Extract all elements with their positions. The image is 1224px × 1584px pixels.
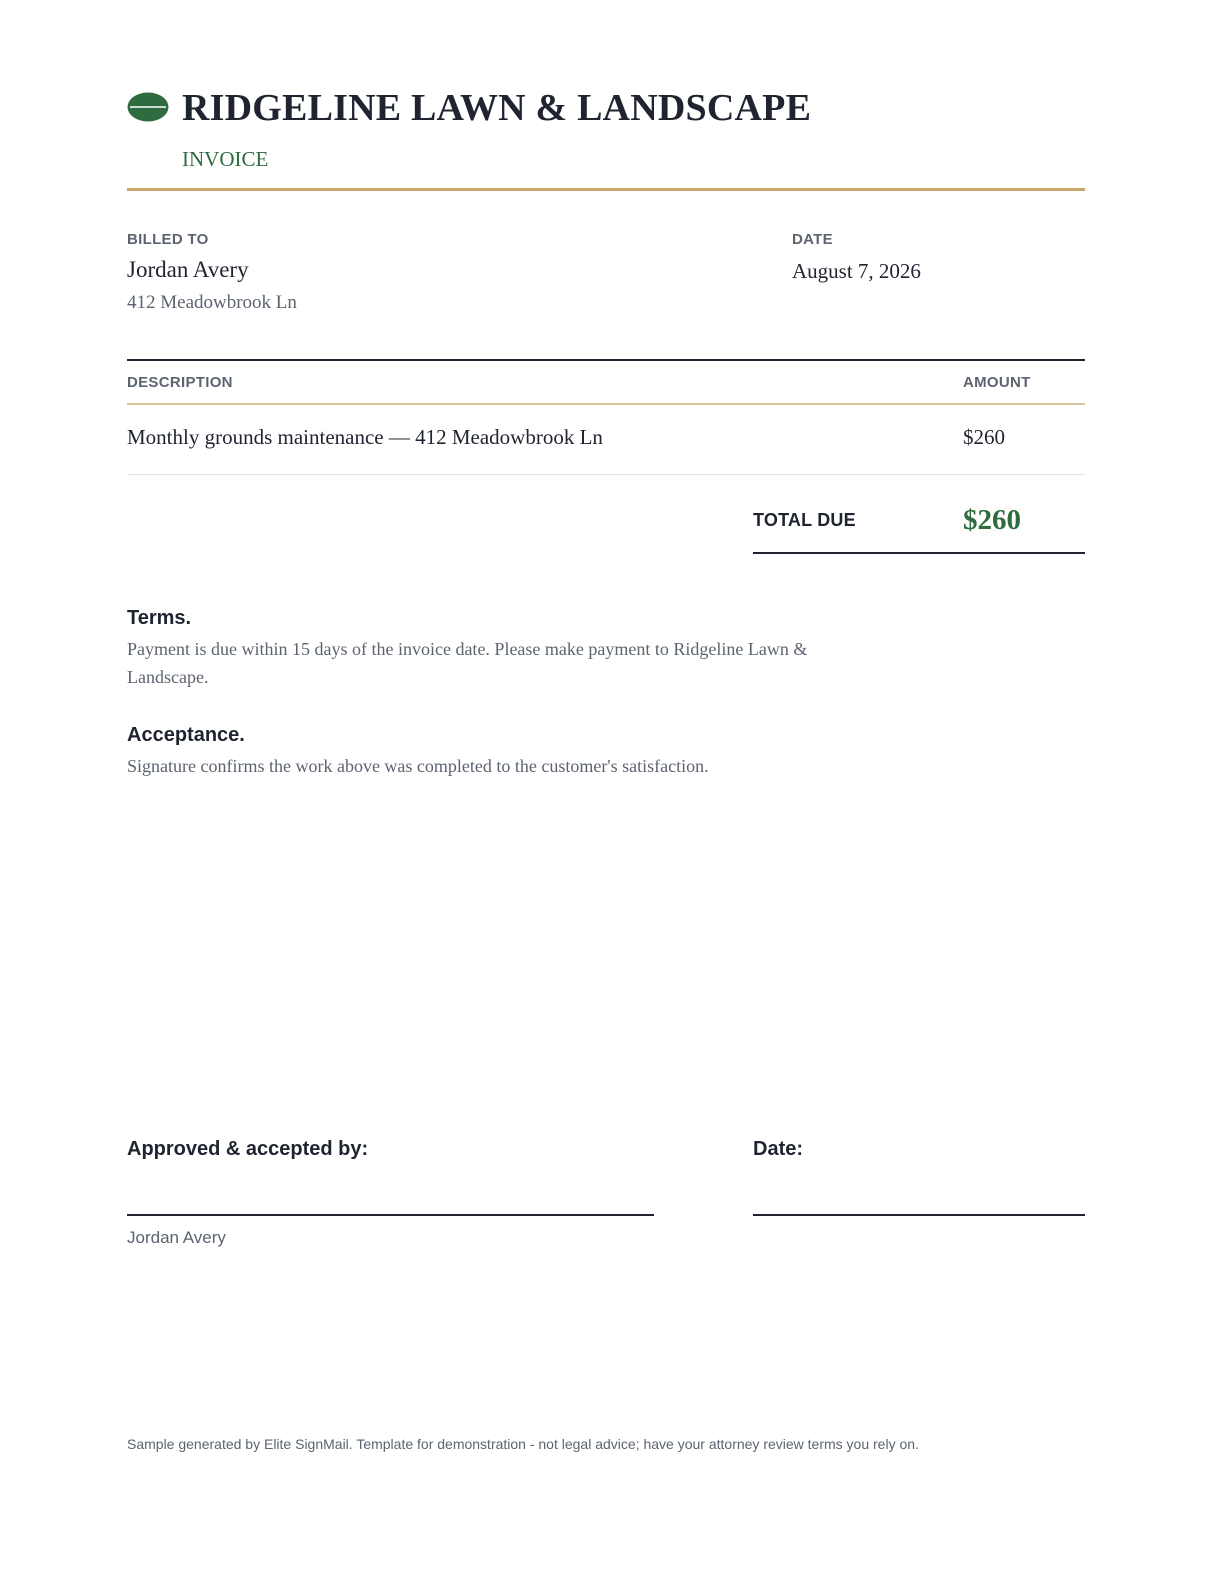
billed-to-label: BILLED TO <box>127 231 209 248</box>
line-item-amount: $260 <box>963 425 1005 449</box>
footer-disclaimer: Sample generated by Elite SignMail. Template for demonstration - not legal advice; have your attorney review terms you rely on. <box>127 1436 919 1452</box>
leaf-icon <box>127 92 169 122</box>
signer-name: Jordan Avery <box>127 1228 226 1247</box>
acceptance-body: Signature confirms the work above was completed to the customer's satisfaction. <box>127 756 709 776</box>
line-item-divider <box>127 474 1085 475</box>
invoice-header <box>127 88 1085 192</box>
total-due-amount: $260 <box>963 504 1021 536</box>
amount-column-header: AMOUNT <box>963 374 1031 391</box>
terms-heading: Terms. <box>127 607 192 629</box>
customer-address: 412 Meadowbrook Ln <box>127 292 297 313</box>
description-column-header: DESCRIPTION <box>127 374 233 391</box>
line-item-description: Monthly grounds maintenance — 412 Meadowbrook Ln <box>127 425 603 449</box>
terms-body: Payment is due within 15 days of the invoice date. Please make payment to Ridgeline Lawn & Landscape. <box>127 639 808 687</box>
signature-date-label: Date: <box>753 1138 804 1160</box>
company-name: RIDGELINE LAWN & LANDSCAPE <box>182 87 812 129</box>
approved-by-label: Approved & accepted by: <box>127 1138 369 1160</box>
invoice-page <box>127 0 1085 1584</box>
table-header-divider <box>127 403 1085 405</box>
invoice-date: August 7, 2026 <box>792 259 921 283</box>
header-divider <box>127 188 1085 191</box>
signature-line[interactable] <box>127 1214 654 1216</box>
acceptance-heading: Acceptance. <box>127 724 245 746</box>
table-top-divider <box>127 359 1085 361</box>
total-divider <box>753 552 1085 554</box>
signature-date-line[interactable] <box>753 1214 1085 1216</box>
customer-name: Jordan Avery <box>127 257 249 282</box>
total-due-label: TOTAL DUE <box>753 510 856 530</box>
document-type: INVOICE <box>182 147 269 171</box>
date-label: DATE <box>792 231 833 248</box>
